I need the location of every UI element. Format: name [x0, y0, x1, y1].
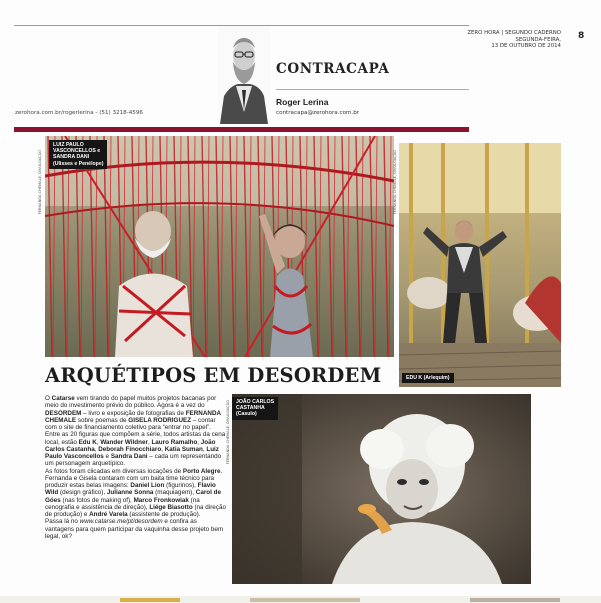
columnist-portrait	[218, 26, 270, 124]
article-paragraph: Passa lá no www.catarse.me/pt/desordem e confira as vantagens para quem participar da vaquinha desse projeto bem legal, ok?	[45, 518, 224, 540]
columnist-email: contracapa@zerohora.com.br	[276, 110, 360, 116]
caption-main-line-4: (Ulisses e Penélope)	[53, 160, 104, 167]
photo-caption-main	[49, 140, 107, 169]
article-paragraph: Entre as 20 figuras que compõem a série, todos artistas da cena local, estão Edu K, Wander Wildner, Lauro Ramalho, João Carlos Castanha, Deborah Finocchiaro, Katia Suman, Luiz Paulo Vasconcellos e Sandra Dani – cada um representando um personagem arquetípico.	[45, 431, 226, 468]
photo-ulisses-penelope-image	[45, 136, 394, 357]
photo-credit-arlequim: FERNANDA CHEMALE, DIVULGAÇÃO	[393, 150, 397, 215]
article-paragraph: As fotos foram clicadas em diversas locações de Porto Alegre. Fernanda e Gisela contaram com um baita time técnico para produzir estas belas imagens: Daniel Lion (figurinos), Flavio Wild (design gráfico), Julianne Sonna (maquiagem), Carol de Góes (nas fotos de making of), Marco Fronkowiak (na cenografia e assistência de direção), Liége Biasotto (na direção de produção) e André Varela (assistente de produção).	[45, 467, 226, 518]
brand-bar	[14, 127, 469, 132]
section-title: CONTRACAPA	[276, 61, 390, 77]
caption-main-line-1: LUIZ PAULO	[53, 142, 84, 148]
caption-main-line-3: SANDRA DANI	[53, 154, 90, 161]
article-paragraph: O Catarse vem tirando do papel muitos projetos bacanas por meio do investimento prévio do público. Agora é a vez do DESORDEM – livro e exposição de fotografias de FERNANDA CHEMALE sobre poemas de GISELA RODRIGUEZ – contar com o site de financiamento coletivo para “entrar no papel”.	[45, 395, 221, 431]
photo-arlequim-image	[399, 143, 561, 387]
edition-info	[451, 30, 561, 50]
blog-contact-line: zerohora.com.br/rogerlerina - (51) 3218-4596	[15, 110, 143, 116]
photo-credit-main: FERNANDA CHEMALE, DIVULGAÇÃO	[38, 150, 42, 215]
article-body	[45, 395, 227, 540]
caption-main-line-2: VASCONCELLOS e	[53, 148, 101, 155]
next-page-strip	[0, 596, 601, 603]
caption-casulo-line-1: JOÃO CARLOS	[236, 399, 275, 405]
photo-arlequim	[399, 143, 561, 387]
caption-casulo-line-2: CASTANHA	[236, 405, 265, 412]
columnist-name: Roger Lerina	[276, 97, 329, 107]
edition-line-1: ZERO HORA | SEGUNDO CADERNO	[467, 30, 561, 36]
edition-line-3: 13 DE OUTUBRO DE 2014	[491, 43, 561, 50]
caption-casulo-line-3: (Casulo)	[236, 411, 257, 418]
section-rule	[276, 89, 469, 90]
photo-casulo-image	[232, 394, 531, 584]
photo-caption-arlequim: EDU K (Arlequim)	[402, 373, 454, 383]
photo-caption-casulo	[232, 397, 278, 420]
article-headline: ARQUÉTIPOS EM DESORDEM	[45, 364, 382, 387]
photo-credit-casulo: FERNANDA CHEMALE, DIVULGAÇÃO	[226, 400, 230, 465]
catarse-link[interactable]: www.catarse.me/pt/desordem	[79, 518, 163, 526]
edition-line-2: SEGUNDA-FEIRA,	[515, 36, 561, 43]
page-number: 8	[578, 31, 585, 41]
photo-ulisses-penelope	[45, 136, 394, 357]
photo-casulo	[232, 394, 531, 584]
